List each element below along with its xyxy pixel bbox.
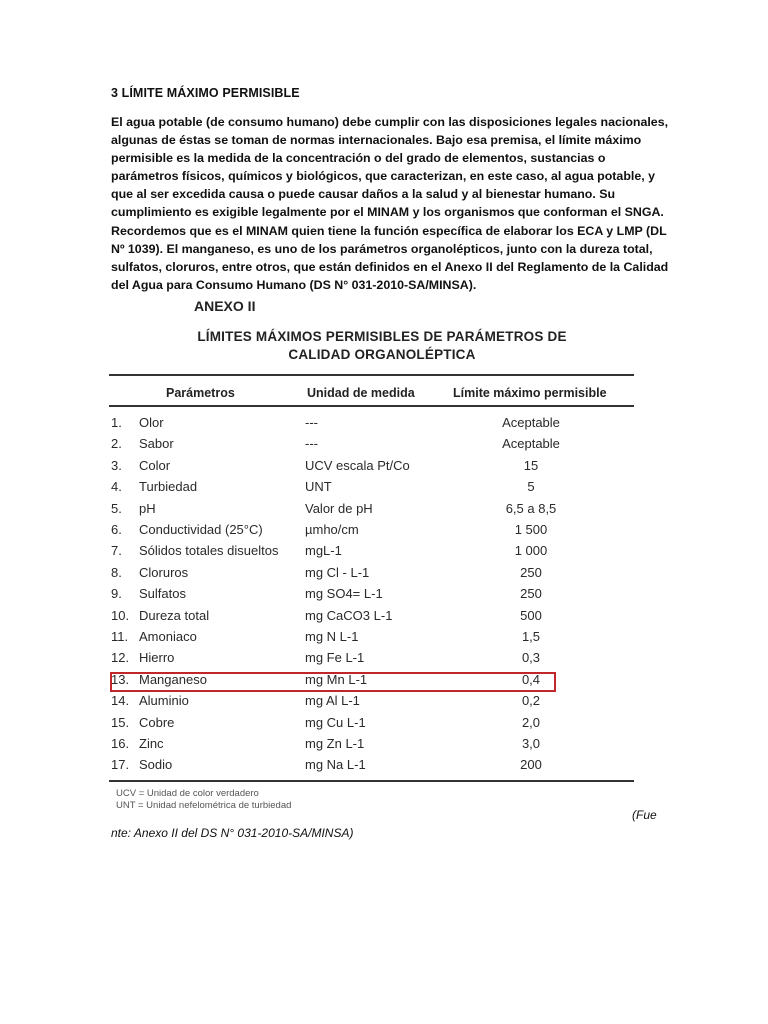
max-permissible-limit: 200 bbox=[520, 757, 542, 773]
parameter-name: Dureza total bbox=[139, 607, 210, 623]
max-permissible-limit: 250 bbox=[520, 586, 542, 602]
parameter-name: Manganeso bbox=[139, 671, 207, 687]
table-row bbox=[104, 608, 660, 629]
max-permissible-limit: 0,3 bbox=[521, 650, 541, 666]
parameter-name: Sodio bbox=[139, 757, 173, 773]
max-permissible-limit: 500 bbox=[520, 607, 542, 623]
unit-of-measure: UCV escala Pt/Co bbox=[305, 457, 410, 473]
unit-of-measure: mg Na L-1 bbox=[305, 757, 366, 773]
paragraph-line: sulfatos, cloruros, entre otros, que están definidos en el Anexo II del Reglamento de la Calidad bbox=[111, 259, 669, 274]
table-row bbox=[104, 415, 660, 436]
row-number: 2. bbox=[111, 436, 122, 452]
body-paragraph bbox=[111, 113, 669, 294]
unit-of-measure: Valor de pH bbox=[305, 500, 373, 516]
row-number: 11. bbox=[111, 629, 129, 644]
parameter-name: Turbiedad bbox=[139, 479, 198, 495]
paragraph-line: que al ser excedida causa o puede causar daños a la salud y al bienestar humano. Su bbox=[111, 187, 616, 202]
table-row bbox=[104, 522, 660, 543]
row-number: 17. bbox=[111, 757, 130, 773]
table-top-rule bbox=[109, 374, 634, 376]
source-citation-start: (Fue bbox=[632, 808, 657, 822]
unit-of-measure: UNT bbox=[305, 479, 332, 495]
paragraph-line: Nº 1039). El manganeso, es uno de los parámetros organolépticos, junto con la dureza total, bbox=[111, 241, 653, 256]
unit-of-measure: mg Mn L-1 bbox=[305, 671, 368, 687]
parameter-name: Hierro bbox=[139, 650, 175, 666]
max-permissible-limit: 2,0 bbox=[521, 714, 541, 730]
parameter-name: Cobre bbox=[139, 714, 175, 730]
paragraph-line: cumplimiento es exigible legalmente por el MINAM y los organismos que conforman el SNGA. bbox=[111, 205, 664, 220]
parameter-name: Sulfatos bbox=[139, 586, 186, 602]
paragraph-line: algunas de éstas se toman de normas internacionales. Bajo esa premisa, el límite máximo bbox=[111, 133, 642, 148]
max-permissible-limit: 0,2 bbox=[521, 693, 541, 709]
row-number: 15. bbox=[111, 714, 130, 730]
table-row bbox=[104, 436, 660, 457]
row-number: 5. bbox=[111, 500, 122, 516]
unit-of-measure: mg Al L-1 bbox=[305, 693, 360, 709]
parameter-name: Cloruros bbox=[139, 564, 189, 580]
table-header-rule bbox=[109, 405, 634, 407]
manganeso-highlight-box bbox=[110, 672, 556, 692]
table-row bbox=[104, 479, 660, 500]
column-header-parametros: Parámetros bbox=[166, 386, 235, 400]
row-number: 8. bbox=[111, 564, 122, 580]
row-number: 7. bbox=[111, 543, 122, 559]
max-permissible-limit: Aceptable bbox=[502, 415, 560, 430]
unit-of-measure: mg Cl - L-1 bbox=[305, 564, 370, 580]
table-row bbox=[104, 458, 660, 479]
annex-subtitle: CALIDAD ORGANOLÉPTICA bbox=[288, 347, 476, 362]
parameter-name: Sabor bbox=[139, 436, 174, 452]
row-number: 6. bbox=[111, 522, 122, 537]
unit-of-measure: mg Cu L-1 bbox=[305, 714, 366, 730]
table-row bbox=[104, 757, 660, 778]
max-permissible-limit: 250 bbox=[520, 564, 542, 580]
row-number: 1. bbox=[111, 415, 122, 430]
parameter-name: Zinc bbox=[139, 736, 164, 751]
unit-of-measure: mgL-1 bbox=[305, 543, 342, 559]
max-permissible-limit: 1,5 bbox=[521, 629, 541, 644]
parameter-name: Amoniaco bbox=[139, 629, 197, 644]
unit-of-measure: µmho/cm bbox=[305, 522, 359, 537]
footnote-ucv: UCV = Unidad de color verdadero bbox=[116, 788, 259, 799]
footnote-unt: UNT = Unidad nefelométrica de turbiedad bbox=[116, 800, 292, 811]
parameter-name: Olor bbox=[139, 415, 164, 430]
table-row bbox=[104, 629, 660, 650]
table-bottom-rule bbox=[109, 780, 634, 782]
row-number: 9. bbox=[111, 586, 122, 602]
table-row bbox=[104, 693, 660, 714]
parameter-name: Color bbox=[139, 457, 171, 473]
table-row bbox=[104, 736, 660, 757]
paragraph-line: parámetros físicos, químicos y biológicos, que caracterizan, en este caso, al agua potable, y bbox=[111, 169, 655, 184]
unit-of-measure: --- bbox=[305, 436, 318, 452]
max-permissible-limit: 6,5 a 8,5 bbox=[505, 500, 557, 516]
unit-of-measure: mg Fe L-1 bbox=[305, 650, 365, 666]
parameter-name: pH bbox=[139, 500, 156, 516]
column-header-limite: Límite máximo permisible bbox=[453, 386, 607, 400]
row-number: 12. bbox=[111, 650, 130, 666]
row-number: 16. bbox=[111, 736, 130, 751]
row-number: 4. bbox=[111, 479, 122, 495]
row-number: 14. bbox=[111, 693, 130, 709]
row-number: 3. bbox=[111, 457, 122, 473]
paragraph-line: El agua potable (de consumo humano) debe cumplir con las disposiciones legales nacionales, bbox=[111, 115, 669, 129]
max-permissible-limit: 15 bbox=[523, 457, 539, 473]
annex-label: ANEXO II bbox=[194, 298, 256, 314]
row-number: 13. bbox=[111, 671, 130, 687]
annex-title: LÍMITES MÁXIMOS PERMISIBLES DE PARÁMETROS DE bbox=[197, 329, 567, 344]
unit-of-measure: mg N L-1 bbox=[305, 629, 359, 644]
annex-figure bbox=[104, 296, 660, 821]
paragraph-line: del Agua para Consumo Humano (DS N° 031-2010-SA/MINSA). bbox=[111, 277, 477, 292]
unit-of-measure: mg SO4= L-1 bbox=[305, 586, 383, 602]
column-header-unidad: Unidad de medida bbox=[307, 386, 415, 400]
table-row bbox=[104, 565, 660, 586]
max-permissible-limit: 1 000 bbox=[514, 543, 548, 559]
max-permissible-limit: 1 500 bbox=[514, 522, 548, 537]
table-row bbox=[104, 650, 660, 671]
max-permissible-limit: 0,4 bbox=[521, 671, 541, 687]
unit-of-measure: --- bbox=[305, 415, 318, 430]
parameter-name: Conductividad (25°C) bbox=[139, 522, 263, 537]
paragraph-line: permisible es la medida de la concentración o del grado de elementos, sustancias o bbox=[111, 151, 606, 166]
table-row bbox=[104, 501, 660, 522]
max-permissible-limit: 5 bbox=[527, 479, 535, 495]
parameter-name: Aluminio bbox=[139, 693, 189, 709]
paragraph-line: Recordemos que es el MINAM quien tiene la función específica de elaborar los ECA y LMP (DL bbox=[111, 223, 667, 238]
table-row bbox=[104, 586, 660, 607]
source-citation-end: nte: Anexo II del DS N° 031-2010-SA/MINSA) bbox=[111, 826, 354, 840]
max-permissible-limit: 3,0 bbox=[521, 736, 541, 751]
unit-of-measure: mg CaCO3 L-1 bbox=[305, 607, 393, 623]
table-row bbox=[104, 543, 660, 564]
row-number: 10. bbox=[111, 607, 130, 623]
unit-of-measure: mg Zn L-1 bbox=[305, 736, 365, 751]
parameter-name: Sólidos totales disueltos bbox=[139, 543, 279, 559]
section-title: 3 LÍMITE MÁXIMO PERMISIBLE bbox=[111, 86, 300, 100]
table-row bbox=[104, 715, 660, 736]
max-permissible-limit: Aceptable bbox=[502, 436, 560, 452]
